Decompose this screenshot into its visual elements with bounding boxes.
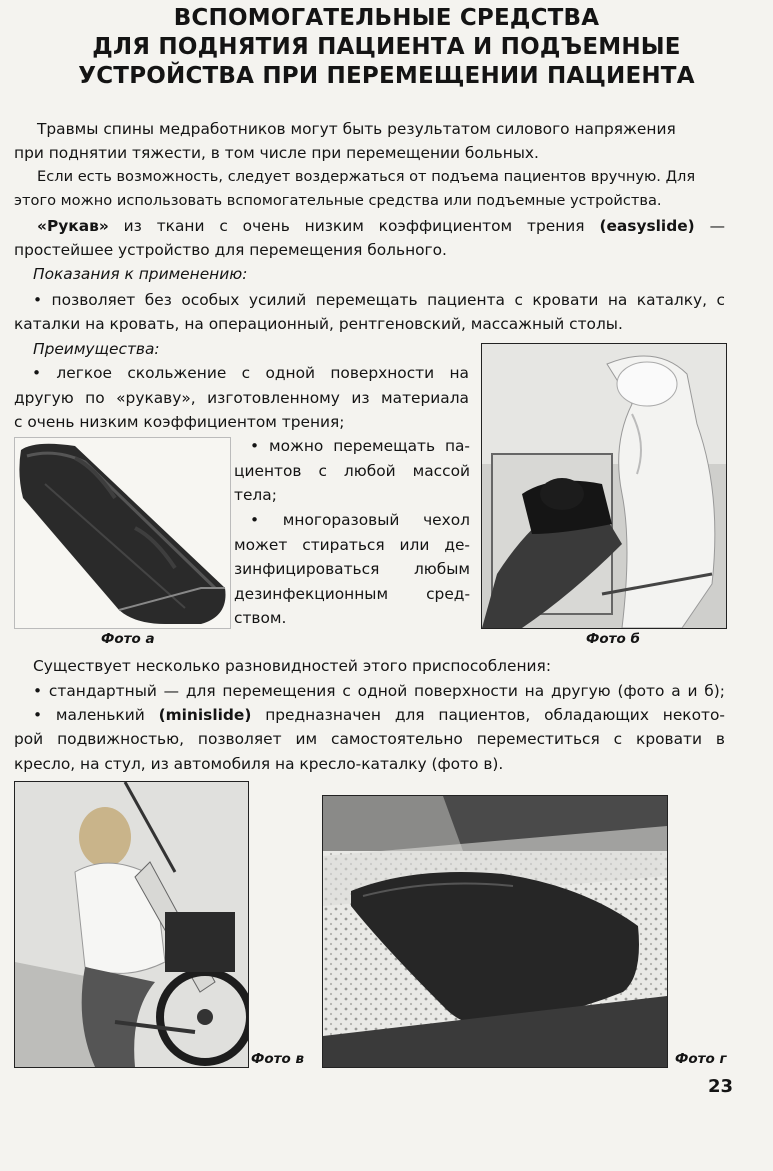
title-line-3: УСТРОЙСТВА ПРИ ПЕРЕМЕЩЕНИИ ПАЦИЕНТА bbox=[78, 63, 695, 89]
variety-small-text: предназначен для пациентов, обладающих некото- bbox=[265, 706, 725, 724]
variety-small-line-2: рой подвижностью, позволяет им самостоятельно переместиться с кровати в bbox=[14, 730, 725, 748]
indications-item-cont bbox=[14, 312, 725, 337]
advantage-1-line-3: с очень низким коэффициентом трения; bbox=[14, 413, 345, 431]
caption-photo-b: Фото б bbox=[586, 631, 640, 647]
sleeve-brand: (easyslide) bbox=[599, 217, 695, 235]
indications-heading: Показания к применению: bbox=[33, 265, 248, 283]
sleeve-dash: — bbox=[709, 217, 725, 235]
photo-g bbox=[322, 795, 668, 1068]
advantage-3 bbox=[234, 508, 470, 631]
photo-a bbox=[14, 437, 231, 629]
intro-line-1: Травмы спины медработников могут быть результатом силового напряжения bbox=[37, 120, 676, 138]
variety-small-line-1 bbox=[33, 703, 725, 728]
title-line-1: ВСПОМОГАТЕЛЬНЫЕ СРЕДСТВА bbox=[173, 5, 600, 31]
advantage-3-line-1: • многоразовый чехол bbox=[250, 511, 470, 529]
variety-small-brand: (minislide) bbox=[158, 706, 252, 724]
sleeve-paragraph bbox=[37, 214, 725, 239]
advantage-1-line-1: • легкое скольжение с одной поверхности на bbox=[32, 364, 469, 382]
sleeve-term: «Рукав» bbox=[37, 217, 109, 235]
advice-line-2: этого можно использовать вспомогательные средства или подъемные устройства. bbox=[14, 192, 662, 209]
title-line-2: ДЛЯ ПОДНЯТИЯ ПАЦИЕНТА И ПОДЪЕМНЫЕ bbox=[92, 34, 681, 60]
page-title bbox=[0, 4, 773, 91]
page-number: 23 bbox=[707, 1076, 733, 1097]
sleeve-line-2: простейшее устройство для перемещения больного. bbox=[14, 241, 447, 259]
advantage-1-line-2: другую по «рукаву», изготовленному из материала bbox=[14, 388, 469, 407]
advantage-3-line-3: зинфицироваться любым bbox=[234, 560, 470, 578]
advantage-3-line-5: ством. bbox=[234, 609, 287, 627]
advantage-3-line-2: может стираться или де- bbox=[234, 535, 470, 554]
variety-small-label: • маленький bbox=[33, 706, 145, 724]
variety-small-cont bbox=[14, 727, 725, 776]
advantage-1 bbox=[14, 361, 469, 435]
caption-photo-v: Фото в bbox=[251, 1051, 305, 1067]
advice-paragraph bbox=[37, 165, 725, 190]
advantages-heading: Преимущества: bbox=[33, 340, 160, 358]
variety-standard-line: • стандартный — для перемещения с одной поверхности на другую (фото а и б); bbox=[33, 682, 725, 700]
advantage-3-line-4: дезинфекционным сред- bbox=[234, 584, 470, 603]
intro-line-2: при поднятии тяжести, в том числе при перемещении больных. bbox=[14, 144, 539, 162]
variety-small bbox=[33, 703, 725, 728]
photo-v bbox=[14, 781, 249, 1068]
advice-line-1: Если есть возможность, следует воздержаться от подъема пациентов вручную. Для bbox=[37, 168, 696, 185]
advantage-2-line-2: циентов с любой массой bbox=[234, 461, 470, 480]
advantage-2 bbox=[234, 434, 470, 508]
advice-paragraph-cont bbox=[14, 189, 725, 214]
caption-photo-a: Фото а bbox=[101, 631, 155, 647]
indications-line-1: • позволяет без особых усилий перемещать пациента с кровати на каталку, с bbox=[33, 291, 725, 309]
sleeve-paragraph-cont bbox=[14, 238, 725, 263]
photo-b bbox=[481, 343, 727, 629]
indications-item bbox=[33, 288, 725, 313]
caption-photo-g: Фото г bbox=[675, 1051, 727, 1067]
advantage-2-line-1: • можно перемещать па- bbox=[250, 437, 470, 455]
intro-paragraph-cont bbox=[14, 141, 725, 166]
advantage-2-line-3: тела; bbox=[234, 486, 277, 504]
varieties-intro: Существует несколько разновидностей этого приспособления: bbox=[33, 657, 551, 675]
indications-line-2: каталки на кровать, на операционный, рентгеновский, массажный столы. bbox=[14, 315, 623, 333]
intro-paragraph bbox=[37, 117, 725, 142]
variety-small-line-3: кресло, на стул, из автомобиля на кресло-каталку (фото в). bbox=[14, 754, 504, 773]
variety-standard bbox=[33, 679, 725, 704]
sleeve-line-1 bbox=[37, 214, 725, 239]
sleeve-text: из ткани с очень низким коэффициентом трения bbox=[123, 217, 585, 235]
